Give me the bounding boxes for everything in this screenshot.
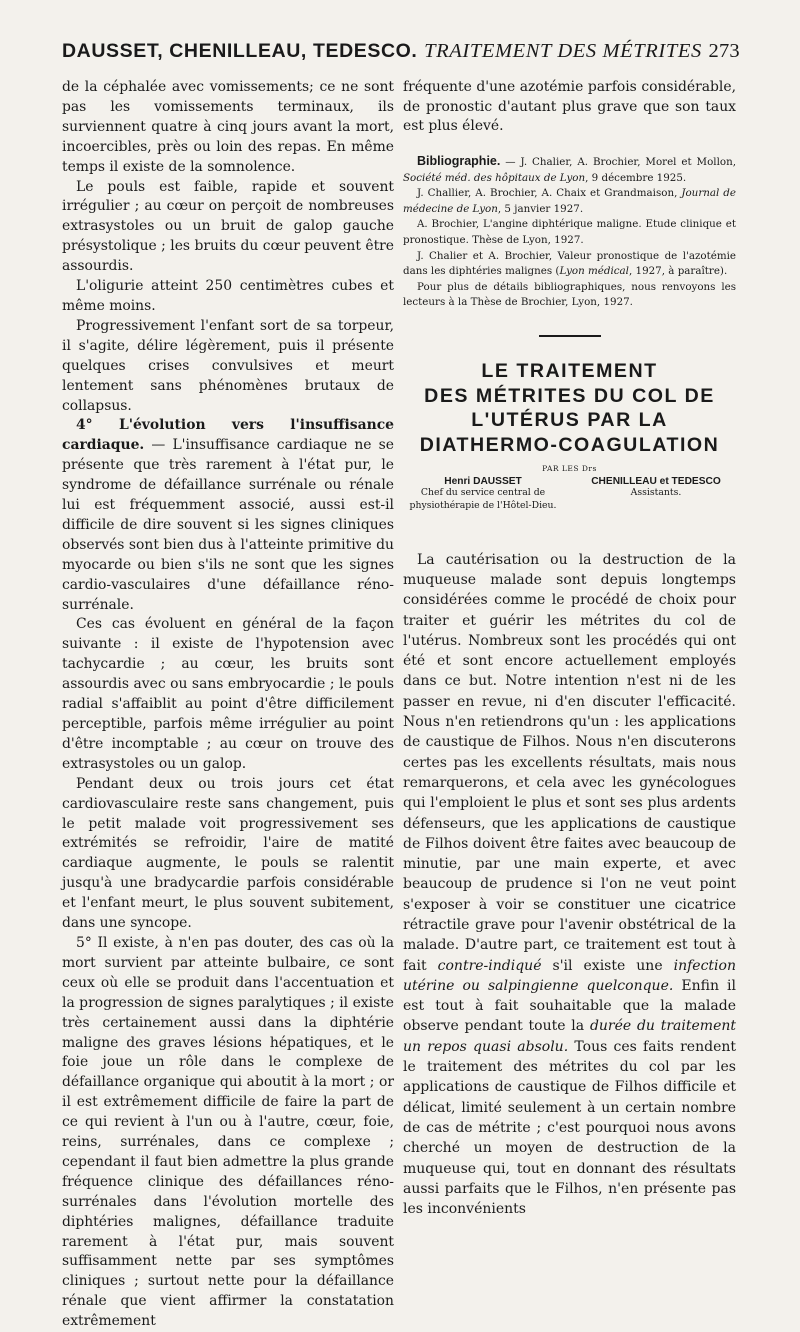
paragraph: Pendant deux ou trois jours cet état cardiovasculaire reste sans changement, puis le petit malade voit progressivement ses extrémités se refroidir, l'aire de matité cardiaque augmente, le pouls se ralentit jusqu'à une bradycardie parfois considérable et l'enfant meurt, le plus souvent subitement, dans une syncope.	[62, 775, 394, 932]
author-name: CHENILLEAU et TEDESCO	[591, 476, 721, 488]
bib-journal: Lyon médical	[559, 265, 629, 278]
bib-text: — J. Chalier, A. Brochier, Morel et Mollon,	[500, 156, 736, 169]
running-header	[62, 38, 742, 63]
title-line: LE TRAITEMENT	[481, 360, 658, 383]
paragraph: Ces cas évoluent en général de la façon suivante : il existe de l'hypotension avec tachycardie ; au cœur, les bruits sont assourdis avec ou sans embryocardie ; le pouls radial s'affaiblit au point d'être difficilement perceptible, parfois même irrégulier au point d'être incomptable ; au cœur on trouve des extrasystoles ou un galop.	[62, 616, 394, 772]
paragraph	[62, 416, 394, 615]
body-italic: durée du traitement un repos quasi absolu.	[403, 1018, 736, 1055]
section-heading: 4° L'évolution vers l'insuffisance cardiaque.	[62, 417, 394, 454]
body-text: La cautérisation ou la destruction de la muqueuse malade sont depuis longtemps considérées comme le procédé de choix pour traiter et guérir les métrites du col de l'utérus. Nombreux sont les procédés qui ont été et sont encore actuellement employés dans ce but. Notre intention n'est ni de les passer en revue, ni d'en discuter l'efficacité. Nous n'en retiendrons qu'un : les applications de caustique de Filhos. Nous n'en discuterons certes pas les excellents résultats, mais nous remarquerons, et cela avec les gynécologues qui l'emploient le plus et sont ses plus ardents défenseurs, que les applications de caustique de Filhos doivent être faites avec beaucoup de minutie, par une main experte, et avec beaucoup de prudence si l'on ne veut point s'exposer à voir se constituer une cicatrice rétractile grave pour l'avenir obstétrical de la malade. D'autre part, ce traitement est tout à fait	[403, 551, 736, 974]
paragraph	[403, 550, 736, 1220]
title-line: L'UTÉRUS PAR LA	[471, 409, 668, 432]
bibliography-entry	[403, 186, 736, 217]
paragraph: Progressivement l'enfant sort de sa torpeur, il s'agite, délire légèrement, puis il présente quelques crises convulsives et meurt lentement sans phénomènes brutaux de collapsus.	[62, 317, 394, 414]
bib-text: , 5 janvier 1927.	[497, 202, 584, 215]
bibliography	[403, 154, 736, 311]
paragraph: Le pouls est faible, rapide et souvent irrégulier ; au cœur on perçoit de nombreuses extrasystoles ou un bruit de galop gauche présystolique ; les bruits du cœur peuvent être assourdis.	[62, 178, 395, 275]
paragraph: 5° Il existe, à n'en pas douter, des cas où la mort survient par atteinte bulbaire, ce sont ceux où elle se produit dans l'accentuation et la progression de signes paralytiques ; il existe très certainement aussi dans la diphtérie maligne des graves lésions hépatiques, et le foie joue un rôle dans le complexe de défaillance organique qui aboutit à la mort ; or il est extrêmement difficile de faire la part de ce qui revient à l'un ou à l'autre, cœur, foie, reins, surrénales, dans ce complexe ; cependant il faut bien admettre la plus grande fréquence clinique des défaillances réno-surrénales dans l'évolution mortelle des diphtéries malignes, défaillance traduite rarement à l'état pur, mais souvent suffisamment nette par ses symptômes cliniques ; surtout nette pour la défaillance rénale que vient affirmer la constatation extrêmement	[62, 934, 394, 1330]
bib-text: , 1927, à paraître).	[628, 265, 728, 278]
author-role: Assistants.	[630, 487, 682, 499]
paragraph: L'oligurie atteint 250 centimètres cubes et même moins.	[62, 278, 394, 314]
body-text: Enfin il est tout à fait souhaitable que la malade observe pendant toute la	[403, 977, 736, 1035]
right-column	[403, 78, 736, 1219]
author-block	[403, 476, 563, 513]
page-number: 273	[708, 40, 740, 62]
article-body	[403, 550, 736, 1220]
body-italic: contre-indiqué	[437, 957, 542, 974]
header-authors: DAUSSET, CHENILLEAU, TEDESCO.	[62, 40, 418, 62]
bibliography-entry: A. Brochier, L'angine diphtérique maligne. Etude clinique et pronostique. Thèse de Lyon, 1927.	[403, 218, 736, 247]
bibliography-label: Bibliographie.	[417, 154, 501, 169]
byline	[403, 476, 736, 513]
paragraph: fréquente d'une azotémie parfois considérable, de pronostic d'autant plus grave que son taux est plus élevé.	[403, 79, 736, 135]
header-title: TRAITEMENT DES MÉTRITES	[424, 40, 702, 62]
body-italic: infection utérine ou salpingienne quelconque.	[403, 957, 736, 994]
bibliography-entry	[403, 154, 736, 186]
body-text: Tous ces faits rendent le traitement des métrites du col par les applications de caustique de Filhos difficile et délicat, limité seulement à un certain nombre de cas de métrite ; c'est pourquoi nous avons cherché un moyen de destruction de la muqueuse qui, tout en donnant des résultats aussi parfaits que le Filhos, n'en présente pas les inconvénients	[403, 1038, 736, 1218]
left-column	[62, 78, 394, 1332]
title-line: DIATHERMO-COAGULATION	[419, 433, 720, 456]
bibliography-entry	[403, 249, 736, 280]
author-block	[576, 476, 736, 513]
author-name: Henri DAUSSET	[444, 476, 522, 488]
paragraph: de la céphalée avec vomissements; ce ne sont pas les vomissements terminaux, ils surviennent quatre à cinq jours avant la mort, incoercibles, près ou loin des repas. En même temps il existe de la somnolence.	[62, 79, 394, 175]
section-divider	[539, 335, 601, 337]
bib-journal: Journal de médecine de Lyon	[403, 187, 736, 215]
paragraph-text: — L'insuffisance cardiaque ne se présente que très rarement à l'état pur, le syndrome de défaillance surrénale ou rénale lui est fréquemment associé, aussi est-il difficile de dire souvent si les signes cliniques observés sont bien dus à l'atteinte primitive du myocarde ou bien s'ils ne sont que les signes cardio-vasculaires d'une défaillance réno-surrénale.	[62, 437, 394, 613]
author-role: Chef du service central de	[420, 487, 546, 499]
bib-text: , 9 décembre 1925.	[585, 171, 687, 184]
body-text: s'il existe une	[541, 957, 674, 974]
bib-text: J. Chalier et A. Brochier, Valeur pronostique de l'azotémie dans les diphtéries malignes (	[403, 249, 736, 278]
byline-prefix: PAR LES Drs	[542, 464, 597, 474]
bib-journal: Société méd. des hôpitaux de Lyon	[403, 171, 586, 184]
bib-text: J. Challier, A. Brochier, A. Chaix et Grandmaison,	[417, 187, 682, 200]
author-role: physiothérapie de l'Hôtel-Dieu.	[409, 499, 557, 511]
article-title	[403, 359, 736, 457]
bibliography-entry: Pour plus de détails bibliographiques, nous renvoyons les lecteurs à la Thèse de Brochier, Lyon, 1927.	[403, 280, 736, 309]
title-line: DES MÉTRITES DU COL DE	[424, 384, 715, 407]
